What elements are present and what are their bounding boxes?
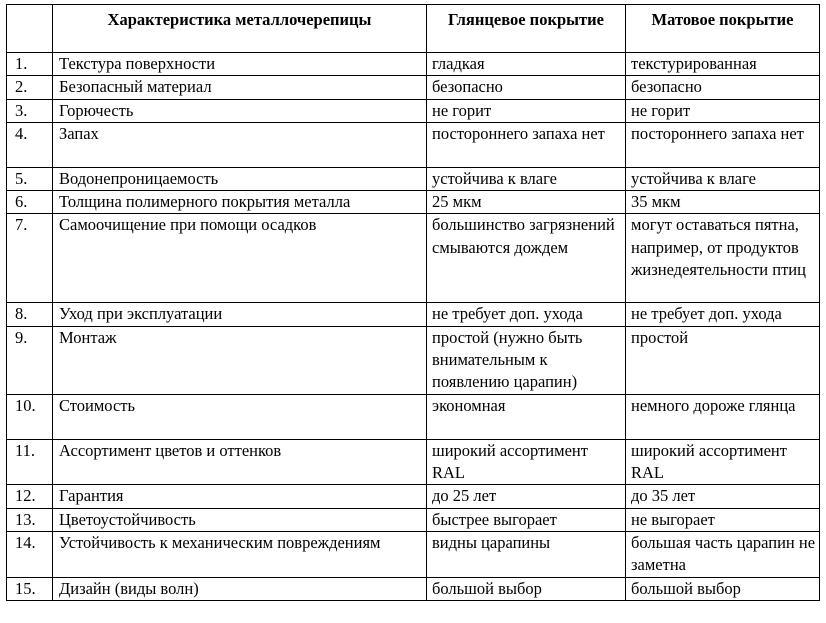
row-number: 12. [7,485,53,508]
table-row [7,76,820,99]
table-row [7,214,820,303]
header-row [7,5,820,53]
row-glossy-value: не горит [427,99,626,122]
row-characteristic: Текстура поверхности [53,53,427,76]
table-row [7,99,820,122]
row-number: 5. [7,167,53,190]
row-matte-value: могут оставаться пятна, например, от продуктов жизнедеятельности птиц [626,214,820,303]
row-glossy-value: гладкая [427,53,626,76]
row-number: 9. [7,326,53,394]
row-matte-value: простой [626,326,820,394]
row-glossy-value: большой выбор [427,577,626,600]
row-number: 3. [7,99,53,122]
row-characteristic: Монтаж [53,326,427,394]
table-row [7,167,820,190]
row-characteristic: Дизайн (виды волн) [53,577,427,600]
row-characteristic: Гарантия [53,485,427,508]
row-characteristic: Цветоустойчивость [53,508,427,531]
row-matte-value: широкий ассортимент RAL [626,439,820,485]
row-number: 8. [7,303,53,326]
row-glossy-value: видны царапины [427,531,626,577]
row-matte-value: не горит [626,99,820,122]
row-matte-value: устойчива к влаге [626,167,820,190]
header-number [7,5,53,53]
table-row [7,326,820,394]
row-glossy-value: экономная [427,394,626,439]
table-row [7,303,820,326]
row-matte-value: большая часть царапин не заметна [626,531,820,577]
table-row [7,439,820,485]
table-row [7,53,820,76]
row-matte-value: не выгорает [626,508,820,531]
comparison-table [6,4,820,601]
row-glossy-value: 25 мкм [427,191,626,214]
row-number: 1. [7,53,53,76]
row-glossy-value: большинство загрязнений смываются дождем [427,214,626,303]
row-characteristic: Устойчивость к механическим повреждениям [53,531,427,577]
row-number: 6. [7,191,53,214]
table-row [7,191,820,214]
table-row [7,485,820,508]
row-characteristic: Безопасный материал [53,76,427,99]
row-matte-value: не требует доп. ухода [626,303,820,326]
row-glossy-value: широкий ассортимент RAL [427,439,626,485]
row-number: 15. [7,577,53,600]
table-row [7,577,820,600]
row-characteristic: Ассортимент цветов и оттенков [53,439,427,485]
table-row [7,531,820,577]
row-glossy-value: быстрее выгорает [427,508,626,531]
row-characteristic: Стоимость [53,394,427,439]
row-characteristic: Уход при эксплуатации [53,303,427,326]
row-matte-value: большой выбор [626,577,820,600]
row-characteristic: Водонепроницаемость [53,167,427,190]
row-number: 10. [7,394,53,439]
row-characteristic: Самоочищение при помощи осадков [53,214,427,303]
row-matte-value: постороннего запаха нет [626,122,820,167]
row-number: 4. [7,122,53,167]
row-matte-value: 35 мкм [626,191,820,214]
row-glossy-value: простой (нужно быть внимательным к появлению царапин) [427,326,626,394]
row-glossy-value: безопасно [427,76,626,99]
row-number: 2. [7,76,53,99]
row-matte-value: до 35 лет [626,485,820,508]
row-characteristic: Горючесть [53,99,427,122]
row-characteristic: Толщина полимерного покрытия металла [53,191,427,214]
row-glossy-value: постороннего запаха нет [427,122,626,167]
table-row [7,122,820,167]
row-matte-value: текстурированная [626,53,820,76]
table-row [7,394,820,439]
row-number: 14. [7,531,53,577]
row-characteristic: Запах [53,122,427,167]
row-number: 7. [7,214,53,303]
header-glossy: Глянцевое покрытие [427,5,626,53]
header-matte: Матовое покрытие [626,5,820,53]
row-glossy-value: устойчива к влаге [427,167,626,190]
table-row [7,508,820,531]
table-body [7,53,820,601]
row-number: 11. [7,439,53,485]
header-characteristic: Характеристика металлочерепицы [53,5,427,53]
row-matte-value: безопасно [626,76,820,99]
row-matte-value: немного дороже глянца [626,394,820,439]
row-number: 13. [7,508,53,531]
row-glossy-value: не требует доп. ухода [427,303,626,326]
row-glossy-value: до 25 лет [427,485,626,508]
